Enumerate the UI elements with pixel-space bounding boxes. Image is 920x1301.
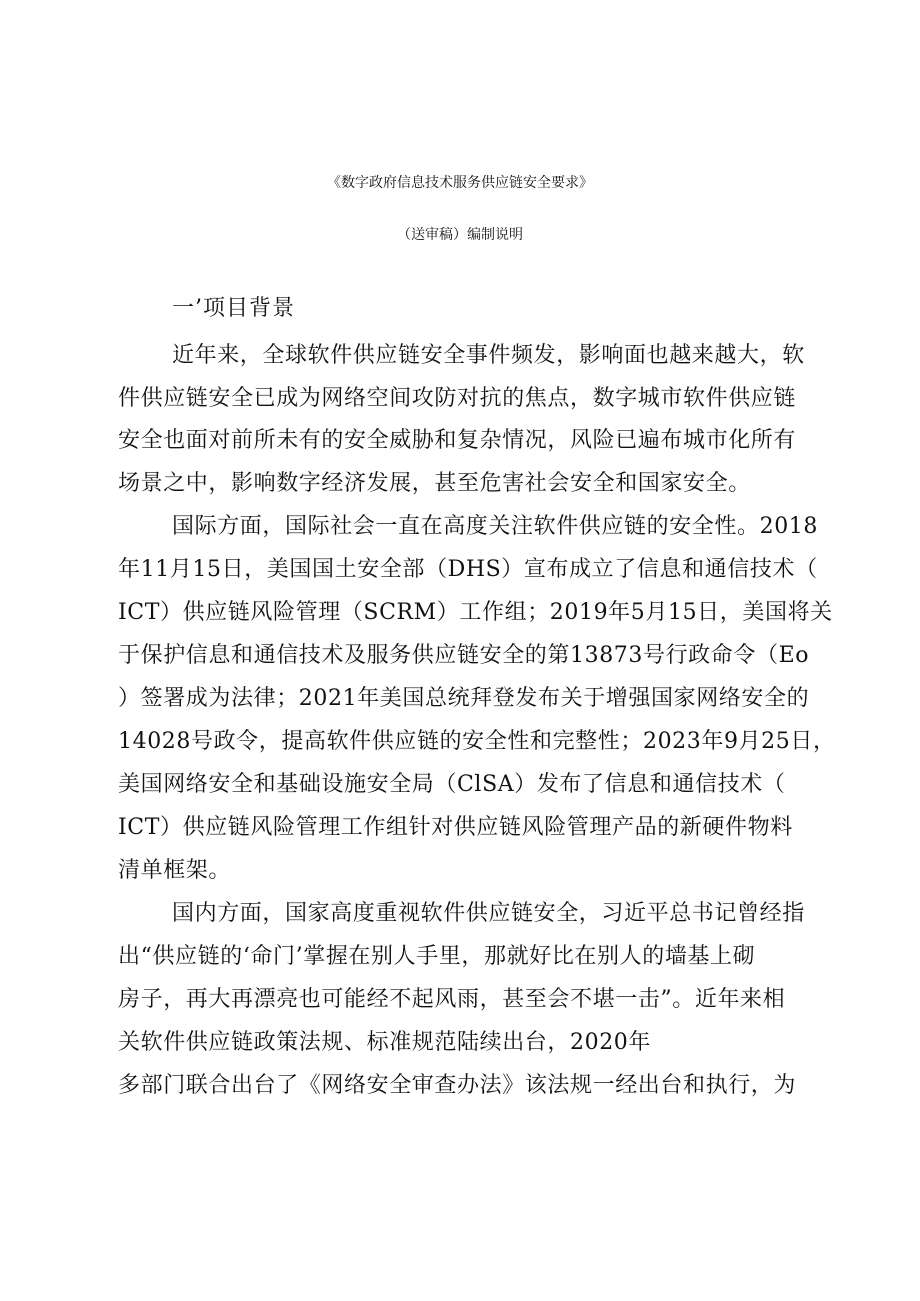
paragraph-line: 清单框架。	[118, 858, 232, 883]
paragraph-line: 出“供应链的‘命门’掌握在别人手里，那就好比在别人的墙基上砌	[118, 944, 756, 969]
paragraph-line: 年11月15日，美国国土安全部（DHS）宣布成立了信息和通信技术（	[118, 557, 818, 582]
paragraph-line: 近年来，全球软件供应链安全事件频发，影响面也越来越大，软	[172, 343, 805, 368]
paragraph-line: 国际方面，国际社会一直在高度关注软件供应链的安全性。2018	[172, 514, 818, 539]
paragraph-line: 于保护信息和通信技术及服务供应链安全的第13873号行政命令（Eo	[118, 643, 810, 668]
paragraph-line: 国内方面，国家高度重视软件供应链安全，习近平总书记曾经指	[172, 901, 805, 926]
paragraph-line: 多部门联合出台了《网络安全审查办法》该法规一经出台和执行，为	[118, 1073, 797, 1098]
document-title-line-2: （送审稿）编制说明	[397, 227, 523, 243]
paragraph-line: ICT）供应链风险管理（SCRM）工作组；2019年5月15日，美国将关	[118, 600, 833, 625]
paragraph-line: 14028号政令，提高软件供应链的安全性和完整性；2023年9月25日，	[118, 729, 836, 754]
paragraph-line: 房子，再大再漂亮也可能经不起风雨，甚至会不堪一击”。近年来相	[118, 987, 786, 1012]
paragraph-line: 件供应链安全已成为网络空间攻防对抗的焦点，数字城市软件供应链	[118, 386, 797, 411]
document-title-line-1: 《数字政府信息技术服务供应链安全要求》	[327, 175, 593, 191]
paragraph-line: 美国网络安全和基础设施安全局（ClSA）发布了信息和通信技术（	[118, 772, 786, 797]
paragraph-line: ICT）供应链风险管理工作组针对供应链风险管理产品的新硬件物料	[118, 815, 793, 840]
paragraph-line: ）签署成为法律；2021年美国总统拜登发布关于增强国家网络安全的	[118, 686, 810, 711]
paragraph-line: 场景之中，影响数字经济发展，甚至危害社会安全和国家安全。	[118, 471, 751, 496]
paragraph-line: 关软件供应链政策法规、标准规范陆续出台，2020年	[118, 1030, 651, 1055]
paragraph-line: 安全也面对前所未有的安全威胁和复杂情况，风险已遍布城市化所有	[118, 428, 797, 453]
section-heading: 一’项目背景	[172, 296, 295, 321]
